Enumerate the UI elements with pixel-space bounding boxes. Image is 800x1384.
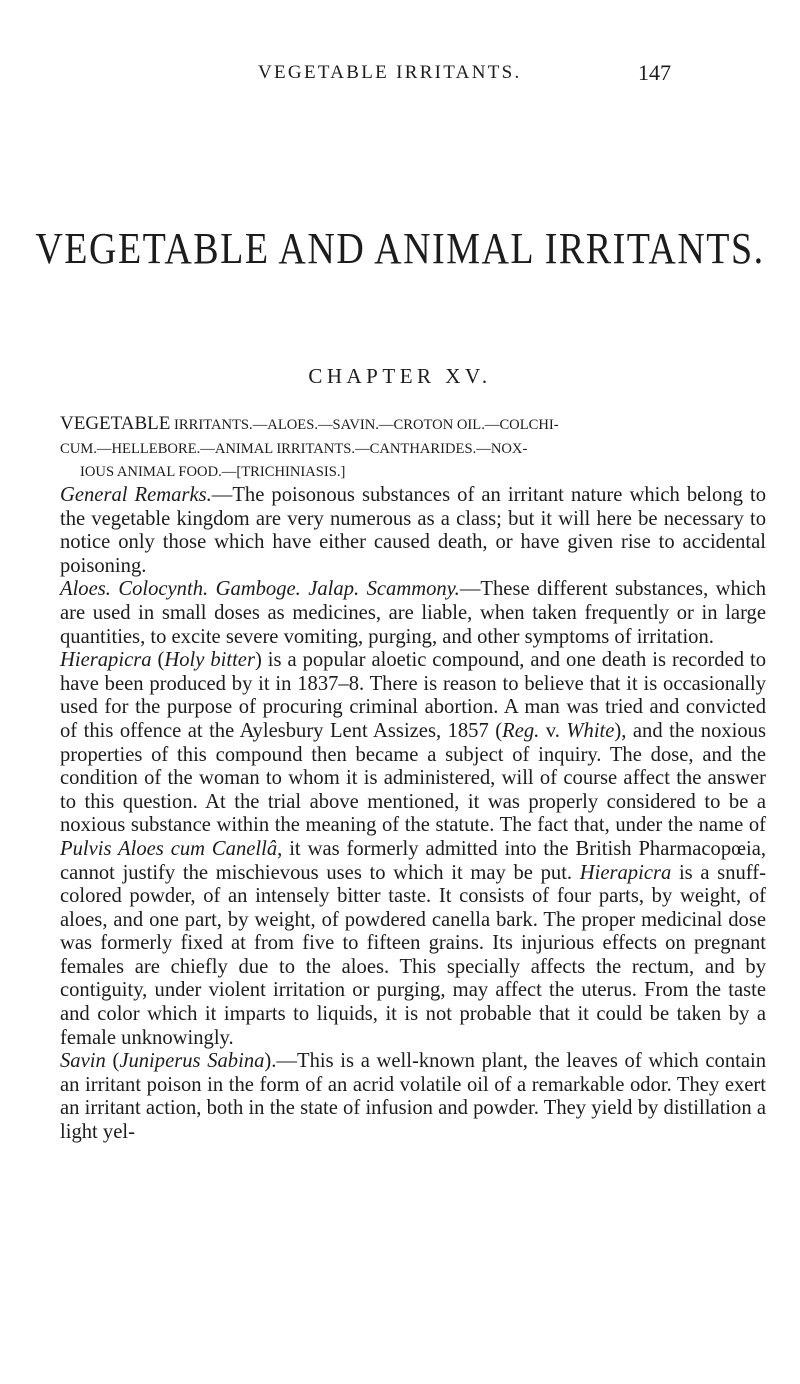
chapter-heading: CHAPTER XV. [308,364,492,388]
paragraph-text: v. [539,719,567,742]
paragraph-savin [60,1050,766,1144]
italic-term: Pulvis Aloes cum Canellâ [60,837,278,860]
page-number: 147 [638,60,671,85]
italic-term: Holy bitter [164,649,255,672]
synopsis-first-word: VEGETABLE [60,413,171,434]
paragraph-lead: Aloes. Colocynth. Gamboge. Jalap. Scammony. [60,578,460,601]
italic-term: Savin [60,1050,106,1073]
paragraph-text: ( [151,649,165,672]
italic-term: White [566,719,615,742]
paragraph-text: —The poisonous substances of an irritant nature which belong to the vegetable kingdom are very numerous as a class; but it will here be necessary to notice only those which have either caused death, or have given rise to accidental poisoning. [60,484,766,577]
italic-term: Reg. [502,719,540,742]
synopsis-line: IOUS ANIMAL FOOD.—[TRICHINIASIS.] [80,464,346,480]
running-head [0,62,800,92]
paragraph-text: is a snuff-colored powder, of an intensely bitter taste. It consists of four parts, by weight, of aloes, and one part, by weight, of powdered canella bark. The proper medicinal dose was formerly fixed at from five to fifteen grains. Its injurious effects on pregnant females are chiefly due to the aloes. This specially affects the rectum, and by contiguity, under violent irritation or purging, may affect the uterus. From the taste and color which it imparts to liquids, it is not probable that it could be taken by a female unknowingly. [60,861,766,1049]
paragraph-aloes [60,578,766,649]
paragraph-general-remarks [60,484,766,578]
paragraph-text: , it was formerly admitted into the British Pharmacopœia, cannot justify the mischievous uses to which it may be put. [60,837,767,884]
italic-term: Hierapicra [579,861,672,884]
body-text [60,484,766,1145]
paragraph-lead: General Remarks. [60,484,212,506]
paragraph-text: ).—This is a well-known plant, the leaves of which contain an irritant poison in the form of an acrid volatile oil of a remarkable odor. They exert an irritant action, both in the state of infusion and powder. They yield by distillation a light yel- [60,1050,766,1144]
italic-term: Hierapicra [60,649,152,672]
paragraph-text: —These different substances, which are used in small doses as medicines, are liable, when taken frequently or in large quantities, to excite severe vomiting, purging, and other symptoms of irritation. [60,578,766,648]
paragraph-text: ), and the noxious properties of this compound then became a subject of inquiry. The dose, and the condition of the woman to whom it is administered, will of course affect the answer to this question. At the trial above mentioned, it was properly considered to be a noxious substance within the meaning of the statute. The fact that, under the name of [60,719,766,837]
main-title: VEGETABLE AND ANIMAL IRRITANTS. [35,224,765,274]
italic-term: Juniperus Sabina [119,1050,265,1073]
paragraph-hierapicra [60,649,766,1050]
paragraph-text: ( [105,1050,120,1073]
running-title: VEGETABLE IRRITANTS. [258,62,522,83]
synopsis-line: VEGETABLE IRRITANTS.—ALOES.—SAVIN.—CROTON OIL.—COLCHI- [60,413,559,434]
synopsis-line: CUM.—HELLEBORE.—ANIMAL IRRITANTS.—CANTHARIDES.—NOX- [60,440,528,457]
chapter-synopsis [60,412,766,485]
paragraph-text: ) is a popular aloetic compound, and one death is recorded to have been produced by it in 1837–8. There is reason to believe that it is occasionally used for the purpose of procuring criminal abortion. A man was tried and convicted of this offence at the Aylesbury Lent Assizes, 1857 ( [60,649,767,742]
